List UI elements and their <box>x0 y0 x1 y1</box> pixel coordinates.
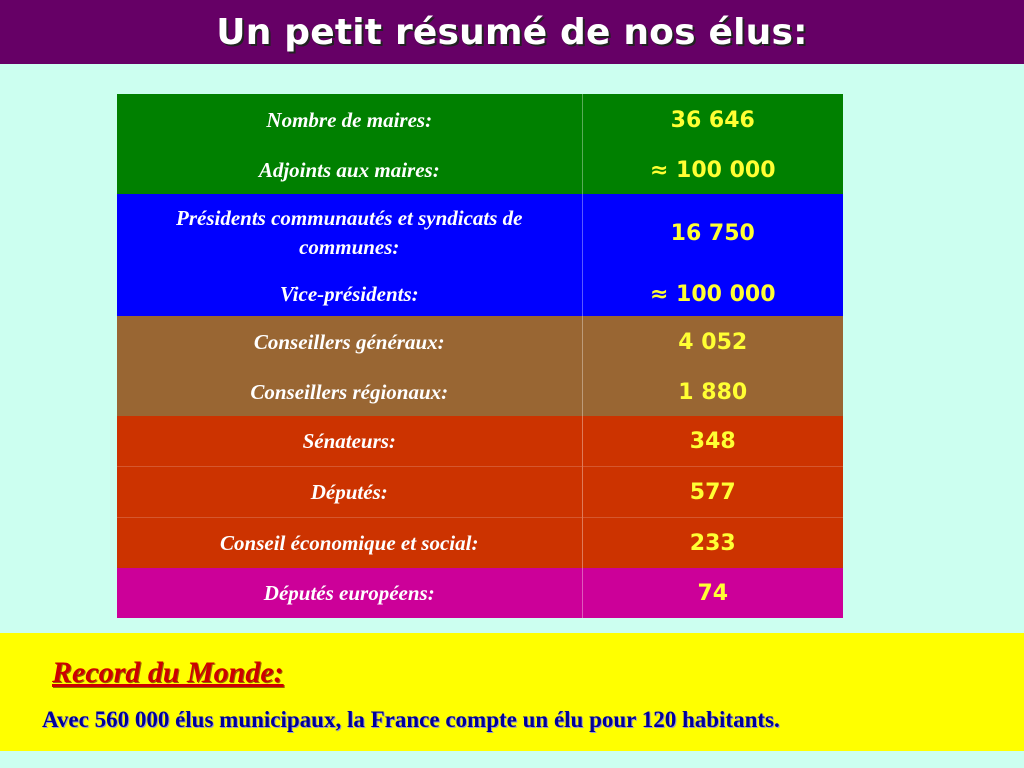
table-row-deputies <box>117 467 843 518</box>
table-row-intercommunal <box>117 194 843 316</box>
table-row-mayors <box>117 94 843 194</box>
table-row-european-deputies <box>117 568 843 618</box>
row-label <box>117 316 582 416</box>
value-regional-councillors: 1 880 <box>678 379 748 405</box>
value-vice-presidents: ≈ 100 000 <box>649 281 776 307</box>
table-row-senators <box>117 416 843 467</box>
value-senators: 348 <box>689 428 736 454</box>
row-label <box>117 194 582 316</box>
label-deputies: Députés: <box>117 467 582 518</box>
label-economic-social-council: Conseil économique et social: <box>117 518 582 569</box>
label-european-deputies: Députés européens: <box>117 568 582 618</box>
row-value <box>582 194 843 316</box>
label-general-councillors: Conseillers généraux: <box>253 329 445 354</box>
value-presidents: 16 750 <box>670 220 755 246</box>
value-deputy-mayors: ≈ 100 000 <box>649 157 776 183</box>
record-text: Avec 560 000 élus municipaux, la France compte un élu pour 120 habitants. <box>42 707 780 732</box>
label-senators: Sénateurs: <box>117 416 582 467</box>
label-presidents: Présidents communautés et syndicats de communes: <box>176 206 523 259</box>
label-regional-councillors: Conseillers régionaux: <box>250 379 449 404</box>
table-row-councillors <box>117 316 843 416</box>
row-label <box>117 94 582 194</box>
label-vice-presidents: Vice-présidents: <box>279 281 419 306</box>
slide-title: Un petit résumé de nos élus: <box>216 11 808 53</box>
row-value <box>582 316 843 416</box>
table-row-economic-social-council <box>117 518 843 569</box>
title-bar <box>0 0 1024 64</box>
record-title: Record du Monde: <box>52 656 284 689</box>
value-mayors: 36 646 <box>670 107 755 133</box>
label-mayors: Nombre de maires: <box>266 107 433 132</box>
row-value <box>582 94 843 194</box>
record-band <box>0 633 1024 751</box>
value-general-councillors: 4 052 <box>678 329 748 355</box>
value-economic-social-council: 233 <box>582 518 843 569</box>
value-european-deputies: 74 <box>697 580 729 606</box>
value-deputies: 577 <box>582 467 843 518</box>
label-deputy-mayors: Adjoints aux maires: <box>258 157 440 182</box>
elected-officials-table <box>117 94 843 618</box>
